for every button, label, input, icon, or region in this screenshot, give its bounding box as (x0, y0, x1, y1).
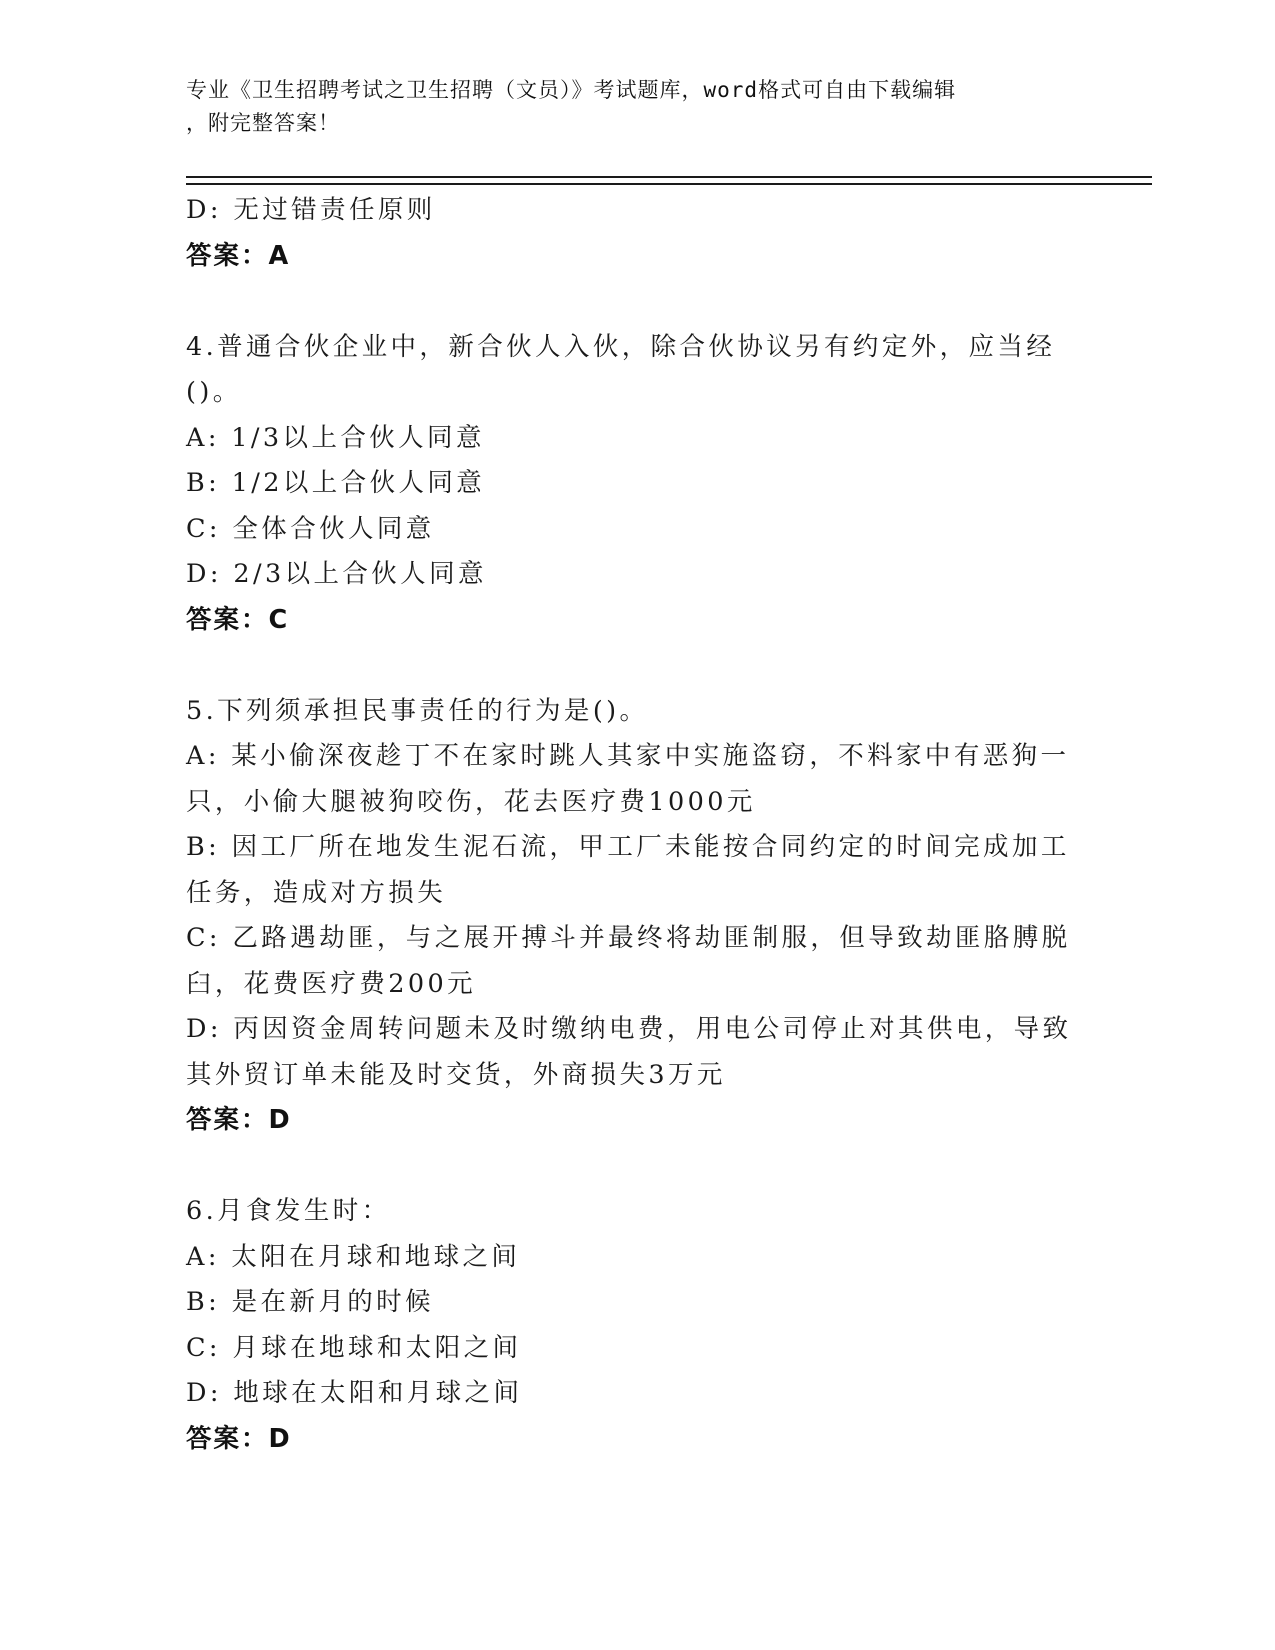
option-a: A: 太阳在月球和地球之间 (186, 1241, 521, 1272)
option-d: D: 2/3以上合伙人同意 (186, 559, 487, 589)
option-d: D: 无过错责任原则 (186, 195, 436, 225)
question-5 (186, 689, 1086, 1144)
question-3-continued (186, 188, 1086, 279)
header-rule-top (186, 176, 1152, 178)
spacer (186, 1144, 1086, 1190)
option-d: D: 丙因资金周转问题未及时缴纳电费，用电公司停止对其供电，导致 (186, 1014, 1072, 1044)
question-6 (186, 1189, 1086, 1462)
option-a: A: 1/3以上合伙人同意 (186, 422, 485, 453)
question-list (186, 188, 1086, 1462)
option-b: B: 因工厂所在地发生泥石流，甲工厂未能按合同约定的时间完成加工 (186, 832, 1070, 862)
question-stem: 6.月食发生时： (186, 1196, 391, 1226)
header-line-2: ，附完整答案！ (186, 111, 340, 135)
option-c: C: 全体合伙人同意 (186, 513, 435, 544)
option-c-continued: 臼，花费医疗费200元 (186, 968, 477, 999)
spacer (186, 643, 1086, 689)
question-4 (186, 325, 1086, 644)
header-line-1: 专业《卫生招聘考试之卫生招聘（文员）》考试题库，word格式可自由下载编辑 (186, 78, 957, 102)
option-b: B: 1/2以上合伙人同意 (186, 468, 486, 498)
option-a: A: 某小偷深夜趁丁不在家时跳人其家中实施盗窃，不料家中有恶狗一 (186, 741, 1070, 771)
question-stem: 5.下列须承担民事责任的行为是()。 (186, 695, 649, 726)
header-rule-bottom (186, 183, 1152, 185)
spacer (186, 279, 1086, 325)
answer-label: 答案：D (186, 1423, 292, 1454)
option-c: C: 乙路遇劫匪，与之展开搏斗并最终将劫匪制服，但导致劫匪胳膊脱 (186, 923, 1071, 953)
option-a-continued: 只，小偷大腿被狗咬伤，花去医疗费1000元 (186, 786, 756, 817)
answer-label: 答案：C (186, 604, 290, 635)
question-stem: 4.普通合伙企业中，新合伙人入伙，除合伙协议另有约定外，应当经 (186, 331, 1056, 362)
document-header (186, 74, 1066, 140)
option-b: B: 是在新月的时候 (186, 1287, 434, 1317)
answer-label: 答案：A (186, 240, 291, 271)
option-d: D: 地球在太阳和月球之间 (186, 1378, 523, 1408)
option-d-continued: 其外贸订单未能及时交货，外商损失3万元 (186, 1059, 726, 1090)
question-stem-continued: ()。 (186, 377, 242, 407)
answer-label: 答案：D (186, 1105, 292, 1135)
option-b-continued: 任务，造成对方损失 (186, 877, 447, 908)
option-c: C: 月球在地球和太阳之间 (186, 1332, 522, 1363)
